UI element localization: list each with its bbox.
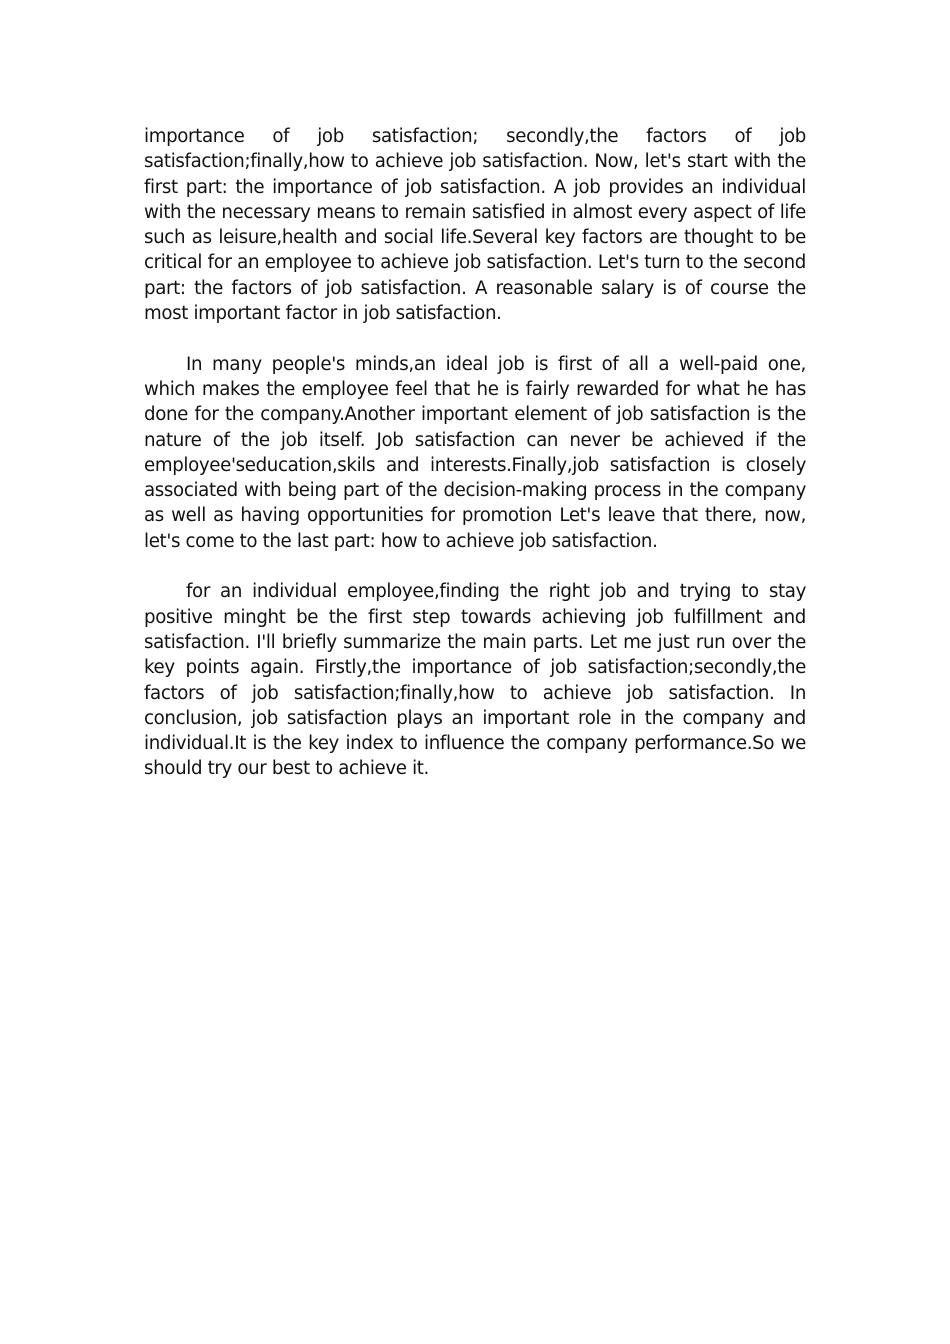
body-text — [144, 124, 806, 807]
paragraph-2: In many people's minds,an ideal job is first of all a well-paid one, which makes the employee feel that he is fairly rewarded for what he has done for the company.Another important element of job satisfaction is the nature of the job itself. Job satisfaction can never be achieved if the employee'seducation,skils and interests.Finally,job satisfaction is closely associated with being part of the decision-making process in the company as well as having opportunities for promotion Let's leave that there, now, let's come to the last part: how to achieve job satisfaction. — [144, 353, 806, 552]
paragraph-3: for an individual employee,finding the right job and trying to stay positive minght be the first step towards achieving job fulfillment and satisfaction. I'll briefly summarize the main parts. Let me just run over the key points again. Firstly,the importance of job satisfaction;secondly,the factors of job satisfaction;finally,how to achieve job satisfaction. In conclusion, job satisfaction plays an important role in the company and individual.It is the key index to influence the company performance.So we should try our best to achieve it. — [144, 581, 806, 780]
paragraph-1: importance of job satisfaction; secondly,the factors of job satisfaction;finally,how to achieve job satisfaction. Now, let's start with the first part: the importance of job satisfaction. A job provides an individual with the necessary means to remain satisfied in almost every aspect of life such as leisure,health and social life.Several key factors are thought to be critical for an employee to achieve job satisfaction. Let's turn to the second part: the factors of job satisfaction. A reasonable salary is of course the most important factor in job satisfaction. — [144, 126, 806, 325]
